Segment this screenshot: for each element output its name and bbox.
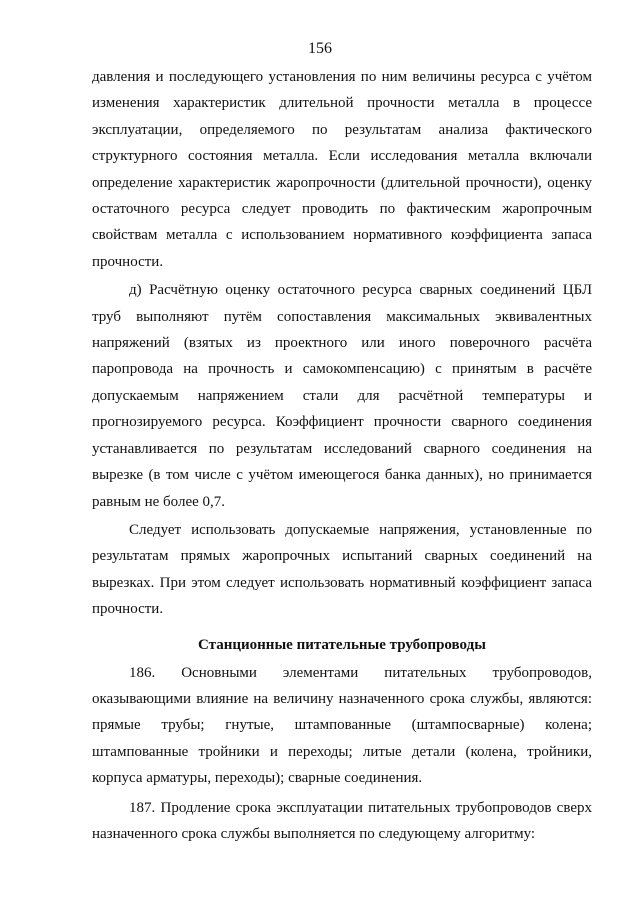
document-body xyxy=(92,64,592,847)
paragraph-continuation: давления и последующего установления по ним величины ресурса с учётом изменения характеристик длительной прочности металла в процессе эксплуатации, определяемого по результатам анализа фактического структурного состояния металла. Если исследования металла включали определение характеристик жаропрочности (длительной прочности), оценку остаточного ресурса следует проводить по фактическим жаропрочным свойствам металла с использованием нормативного коэффициента запаса прочности. xyxy=(92,69,592,270)
paragraph-187: 187. Продление срока эксплуатации питательных трубопроводов сверх назначенного срока службы выполняется по следующему алгоритму: xyxy=(92,799,592,842)
paragraph-186: 186. Основными элементами питательных трубопроводов, оказывающими влияние на величину назначенного срока службы, являются: прямые трубы; гнутые, штампованные (штампосварные) колена; штампованные тройники и переходы; литые детали (колена, тройники, корпуса арматуры, переходы); сварные соединения. xyxy=(92,664,592,787)
page-number: 156 xyxy=(308,40,332,57)
paragraph-item-d: д) Расчётную оценку остаточного ресурса сварных соединений ЦБЛ труб выполняют путём сопоставления максимальных эквивалентных напряжений (взятых из проектного или иного поверочного расчёта паропровода на прочность и самокомпенсацию) с принятым в расчёте допускаемым напряжением стали для расчётной температуры и прогнозируемого ресурса. Коэффициент прочности сварного соединения устанавливается по результатам исследований сварного соединения на вырезке (в том числе с учётом имеющегося банка данных), но принимается равным не более 0,7. xyxy=(92,282,592,510)
paragraph-allowable-stresses: Следует использовать допускаемые напряжения, установленные по результатам прямых жаропрочных испытаний сварных соединений на вырезках. При этом следует использовать нормативный коэффициент запаса прочности. xyxy=(92,521,592,618)
section-heading: Станционные питательные трубопроводы xyxy=(198,636,486,653)
